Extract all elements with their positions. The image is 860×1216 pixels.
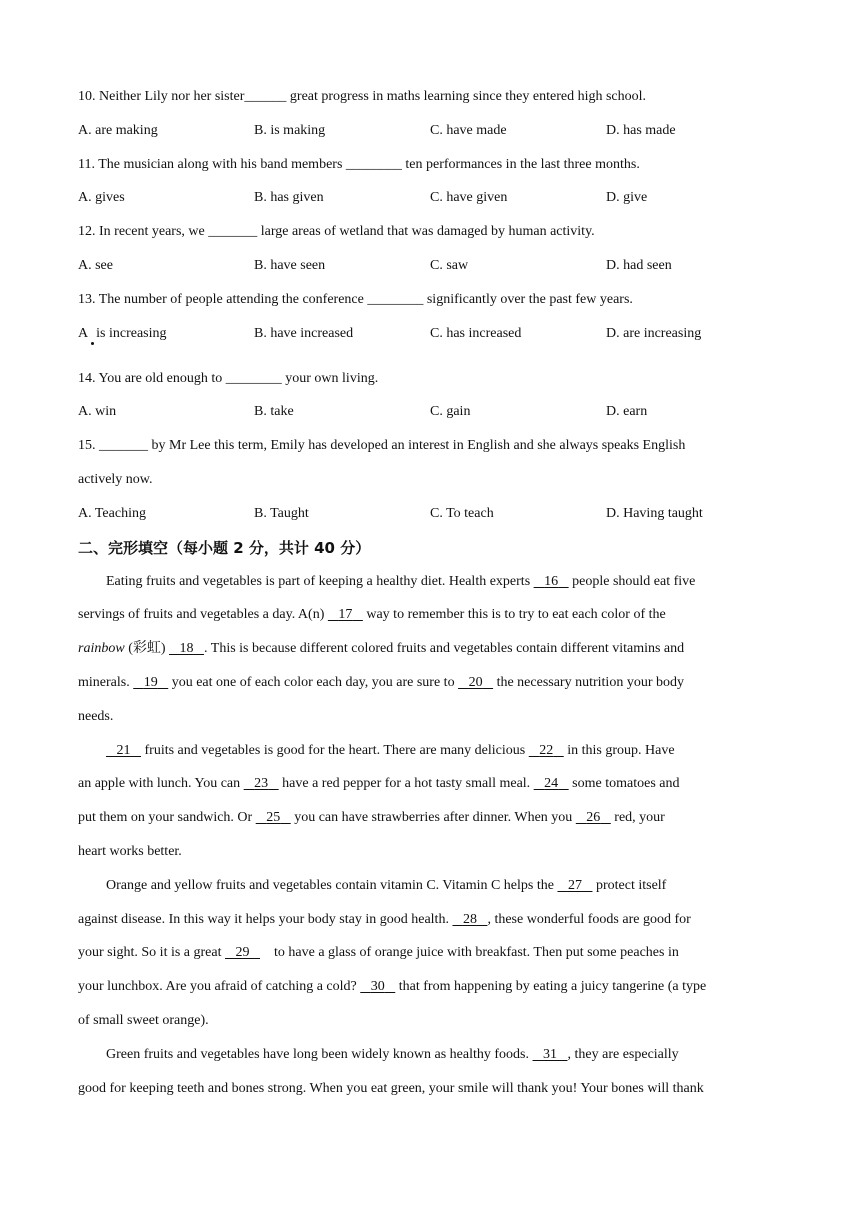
question-10-stem: 10. Neither Lily nor her sister______ great progress in maths learning since they entered high school. <box>78 89 647 104</box>
option-c: C. have given <box>430 190 508 206</box>
text-run: some tomatoes and <box>568 776 680 792</box>
blank-31: 31 <box>543 1046 557 1062</box>
passage-paragraph-4 <box>78 1043 783 1111</box>
option-a <box>78 322 167 346</box>
text-run: Eating fruits and vegetables is part of keeping a healthy diet. Health experts <box>106 573 534 589</box>
blank-25: 25 <box>266 810 281 826</box>
option-b: B. take <box>254 404 294 420</box>
rainbow-word: rainbow <box>78 641 125 657</box>
paragraph-line <box>78 1043 783 1077</box>
blank-19: 19 <box>143 674 158 690</box>
text-run: red, your <box>610 810 665 826</box>
option-d: D. has made <box>606 122 676 138</box>
question-15-stem-line-2: actively now. <box>78 471 153 487</box>
text-run: protect itself <box>592 877 667 893</box>
text-run: your lunchbox. Are you afraid of catching a cold? <box>78 979 361 995</box>
option-b: B. Taught <box>254 505 309 521</box>
text-run: to have a glass of orange juice with breakfast. Then put some peaches in <box>260 945 679 961</box>
question-14-options <box>78 400 783 434</box>
paragraph-line <box>78 772 783 806</box>
paragraph-line <box>78 637 783 671</box>
option-d: D. give <box>606 190 648 206</box>
blank-20: 20 <box>468 674 483 690</box>
question-12-stem: 12. In recent years, we _______ large areas of wetland that was damaged by human activity. <box>78 224 595 240</box>
blank-24: 24 <box>544 776 559 792</box>
paragraph-line <box>78 941 783 975</box>
text-run: you eat one of each color each day, you are sure to <box>168 674 459 690</box>
question-15-stem-line-1: 15. _______ by Mr Lee this term, Emily has developed an interest in English and she always speaks English <box>78 438 686 454</box>
text-run: against disease. In this way it helps your body stay in good health. <box>78 911 453 927</box>
text-run: in this group. Have <box>563 742 675 758</box>
text-run: , these wonderful foods are good for <box>487 911 691 927</box>
text-run: . This is because different colored fruits and vegetables contain different vitamins and <box>204 641 685 657</box>
option-c: C. saw <box>430 257 469 273</box>
text-run: way to remember this is to try to eat each color of the <box>362 607 666 623</box>
question-13-stem: 13. The number of people attending the conference ________ significantly over the past few years. <box>78 291 633 307</box>
blank-27: 27 <box>567 877 582 893</box>
passage-paragraph-1 <box>78 570 783 739</box>
text-run: , they are especially <box>567 1046 679 1062</box>
option-a: A. gives <box>78 190 125 206</box>
text-run: put them on your sandwich. Or <box>78 810 256 826</box>
question-12-options <box>78 254 783 288</box>
paragraph-line <box>78 1077 783 1111</box>
text-run: heart works better. <box>78 843 182 859</box>
question-15-options <box>78 502 783 536</box>
question-14-stem: 14. You are old enough to ________ your own living. <box>78 370 379 386</box>
text-run: an apple with lunch. You can <box>78 776 244 792</box>
blank-26: 26 <box>586 810 601 826</box>
option-d: D. had seen <box>606 257 672 273</box>
paragraph-line <box>78 840 783 874</box>
question-13-options <box>78 322 783 367</box>
option-a: A. Teaching <box>78 505 146 521</box>
text-run: servings of fruits and vegetables a day. A(n) <box>78 607 328 623</box>
text-run: Green fruits and vegetables have long been widely known as healthy foods. <box>106 1046 533 1062</box>
paragraph-line <box>78 705 783 739</box>
text-run: the necessary nutrition your body <box>493 674 684 690</box>
blank-29: 29 <box>235 945 250 961</box>
section-heading: 二、完形填空（每小题 2 分，共计 40 分） <box>78 538 371 557</box>
option-a: A. are making <box>78 122 158 138</box>
option-c: C. has increased <box>430 325 522 341</box>
text-run: that from happening by eating a juicy tangerine (a type <box>395 979 707 995</box>
paragraph-line <box>78 874 783 908</box>
paragraph-line <box>78 975 783 1009</box>
text-run: you can have strawberries after dinner. When you <box>290 810 576 826</box>
question-11-stem: 11. The musician along with his band members ________ ten performances in the last three months. <box>78 156 640 172</box>
stray-dot <box>91 342 94 345</box>
text-run: minerals. <box>78 674 134 690</box>
blank-17: 17 <box>338 607 353 623</box>
paragraph-line <box>78 739 783 773</box>
text-run: people should eat five <box>568 573 696 589</box>
paragraph-line <box>78 1009 783 1043</box>
option-a-text: is increasing <box>96 325 167 341</box>
text-run: your sight. So it is a great <box>78 945 225 961</box>
text-run: have a red pepper for a hot tasty small meal. <box>278 776 534 792</box>
option-a-letter: A <box>78 325 89 341</box>
blank-18: 18 <box>179 641 194 657</box>
passage-paragraph-3 <box>78 874 783 1043</box>
passage-paragraph-2 <box>78 739 783 874</box>
text-run: (彩虹) <box>124 641 170 657</box>
blank-16: 16 <box>544 573 559 589</box>
text-run: Orange and yellow fruits and vegetables contain vitamin C. Vitamin C helps the <box>106 877 558 893</box>
option-a: A. win <box>78 404 117 420</box>
option-c: C. To teach <box>430 505 494 521</box>
blank-22: 22 <box>539 742 554 758</box>
option-b: B. have increased <box>254 325 354 341</box>
exam-page <box>78 85 783 1110</box>
blank-23: 23 <box>254 776 269 792</box>
paragraph-line <box>78 908 783 942</box>
blank-21: 21 <box>116 742 131 758</box>
option-d: D. earn <box>606 404 648 420</box>
paragraph-line <box>78 603 783 637</box>
text-run: fruits and vegetables is good for the heart. There are many delicious <box>141 742 529 758</box>
question-11-options <box>78 186 783 220</box>
option-c: C. gain <box>430 404 471 420</box>
blank-30: 30 <box>370 979 385 995</box>
text-run: good for keeping teeth and bones strong. When you eat green, your smile will thank you! Your bones will thank <box>78 1080 704 1096</box>
text-run: needs. <box>78 708 114 724</box>
text-run: of small sweet orange). <box>78 1012 209 1028</box>
blank-28: 28 <box>462 911 477 927</box>
paragraph-line <box>78 570 783 604</box>
option-d: D. Having taught <box>606 505 703 521</box>
paragraph-line <box>78 806 783 840</box>
option-b: B. is making <box>254 122 326 138</box>
question-10-options <box>78 119 783 153</box>
option-a: A. see <box>78 257 113 273</box>
option-d: D. are increasing <box>606 325 702 341</box>
option-b: B. have seen <box>254 257 326 273</box>
option-c: C. have made <box>430 122 507 138</box>
paragraph-line <box>78 671 783 705</box>
option-b: B. has given <box>254 190 324 206</box>
